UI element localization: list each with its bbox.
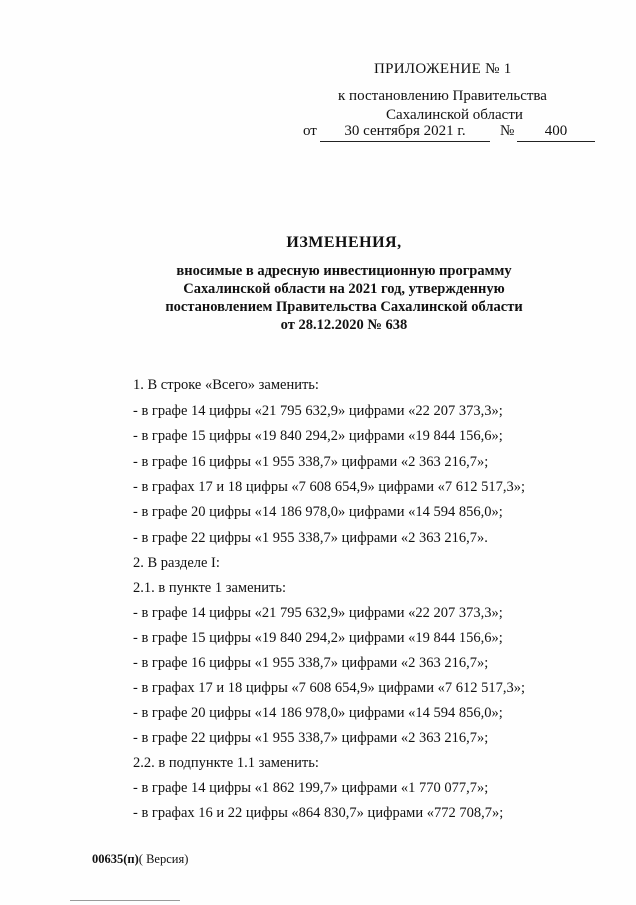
appendix-title: ПРИЛОЖЕНИЕ № 1 <box>374 61 512 77</box>
body-paragraph: - в графе 22 цифры «1 955 338,7» цифрами «2 363 216,7»; <box>133 730 489 746</box>
scan-edge-line <box>70 900 180 901</box>
body-paragraph: - в графах 17 и 18 цифры «7 608 654,9» цифрами «7 612 517,3»; <box>133 680 525 696</box>
document-code: 00635(п) <box>92 852 139 866</box>
body-paragraph: - в графах 16 и 22 цифры «864 830,7» цифрами «772 708,7»; <box>133 805 504 821</box>
document-heading: ИЗМЕНЕНИЯ, <box>286 234 402 251</box>
resolution-date: 30 сентября 2021 г. <box>320 123 490 142</box>
resolution-number: 400 <box>517 123 595 142</box>
body-paragraph: - в графе 14 цифры «21 795 632,9» цифрами «22 207 373,3»; <box>133 403 503 419</box>
body-paragraph: - в графе 20 цифры «14 186 978,0» цифрами «14 594 856,0»; <box>133 504 503 520</box>
body-paragraph: - в графе 15 цифры «19 840 294,2» цифрами «19 844 156,6»; <box>133 428 503 444</box>
body-paragraph: - в графе 14 цифры «1 862 199,7» цифрами «1 770 077,7»; <box>133 780 489 796</box>
body-paragraph: - в графах 17 и 18 цифры «7 608 654,9» цифрами «7 612 517,3»; <box>133 479 525 495</box>
ot-label: от <box>303 123 317 139</box>
body-paragraph: - в графе 14 цифры «21 795 632,9» цифрами «22 207 373,3»; <box>133 605 503 621</box>
document-subheading-line: вносимые в адресную инвестиционную программу <box>176 263 512 279</box>
appendix-date-row <box>303 123 595 143</box>
body-paragraph: 1. В строке «Всего» заменить: <box>133 377 319 393</box>
number-label: № <box>500 123 515 139</box>
document-subheading-line: Сахалинской области на 2021 год, утвержденную <box>183 281 505 297</box>
document-subheading-line: от 28.12.2020 № 638 <box>280 317 408 333</box>
body-paragraph: - в графе 15 цифры «19 840 294,2» цифрами «19 844 156,6»; <box>133 630 503 646</box>
body-paragraph: 2.2. в подпункте 1.1 заменить: <box>133 755 319 771</box>
body-paragraph: - в графе 16 цифры «1 955 338,7» цифрами «2 363 216,7»; <box>133 454 489 470</box>
appendix-region-line: Сахалинской области <box>386 107 523 123</box>
body-paragraph: - в графе 22 цифры «1 955 338,7» цифрами «2 363 216,7». <box>133 530 488 546</box>
document-subheading-line: постановлением Правительства Сахалинской области <box>165 299 523 315</box>
document-footer <box>92 852 188 867</box>
body-paragraph: 2.1. в пункте 1 заменить: <box>133 580 287 596</box>
appendix-resolution-line: к постановлению Правительства <box>338 88 547 104</box>
body-paragraph: - в графе 16 цифры «1 955 338,7» цифрами «2 363 216,7»; <box>133 655 489 671</box>
body-paragraph: - в графе 20 цифры «14 186 978,0» цифрами «14 594 856,0»; <box>133 705 503 721</box>
body-paragraph: 2. В разделе I: <box>133 555 220 571</box>
document-version: ( Версия) <box>138 852 189 866</box>
